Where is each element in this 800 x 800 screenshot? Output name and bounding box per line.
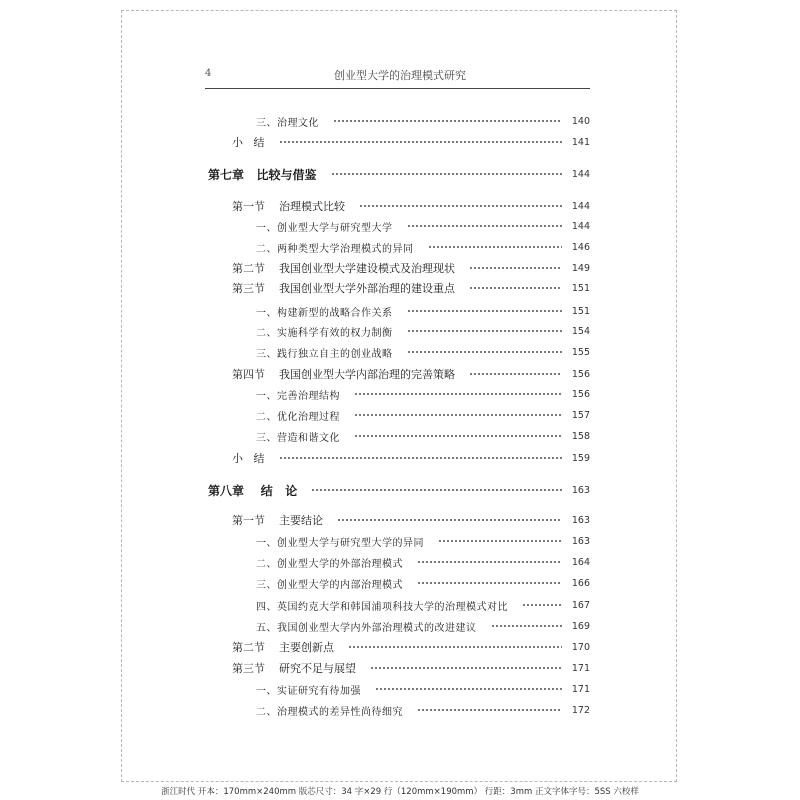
dot-leader (279, 457, 562, 459)
dot-leader (417, 582, 562, 584)
toc-entry-chapter (208, 165, 590, 183)
toc-page-number: 149 (571, 262, 590, 274)
toc-entry-label: 小 结 (232, 452, 265, 465)
toc-entry-label: 三、治理文化 (256, 117, 319, 129)
toc-entry-item (256, 680, 590, 698)
dot-leader (354, 393, 562, 395)
toc-entry-section (232, 259, 590, 277)
toc-entry-label: 二、优化治理过程 (256, 411, 340, 423)
toc-entry-item (256, 406, 590, 424)
toc-page-number: 164 (571, 556, 590, 568)
toc-page-number: 144 (571, 200, 590, 212)
dot-leader (279, 141, 562, 143)
dot-leader (469, 287, 562, 289)
toc-entry-item (256, 596, 590, 614)
toc-page-number: 146 (571, 241, 590, 253)
toc-page-number: 156 (571, 388, 590, 400)
toc-entry-label: 一、实证研究有待加强 (256, 685, 361, 697)
toc-entry-label: 第一节 主要结论 (232, 514, 323, 527)
toc-entry-section (232, 659, 590, 677)
toc-entry-section (232, 279, 590, 297)
toc-page-number: 163 (571, 535, 590, 547)
toc-entry-label: 一、完善治理结构 (256, 390, 340, 402)
dot-leader (354, 414, 562, 416)
dot-leader (522, 604, 562, 606)
toc-entry-label: 三、营造和谐文化 (256, 432, 340, 444)
toc-page-number: 140 (571, 115, 590, 127)
toc-entry-label: 小 结 (232, 136, 265, 149)
toc-entry-label: 二、治理模式的差异性尚待细究 (256, 706, 403, 718)
running-head-title: 创业型大学的治理模式研究 (334, 69, 466, 82)
toc-entry-item (256, 553, 590, 571)
toc-page-number: 163 (571, 514, 590, 526)
toc-entry-label: 二、实施科学有效的权力制衡 (256, 327, 393, 339)
dot-leader (407, 351, 562, 353)
toc-entry-item (256, 574, 590, 592)
dot-leader (375, 688, 562, 690)
toc-page-number: 170 (571, 641, 590, 653)
page-number: 4 (205, 68, 212, 79)
dot-leader (438, 540, 562, 542)
toc-entry-label: 二、创业型大学的外部治理模式 (256, 558, 403, 570)
toc-entry-label: 第八章 结 论 (208, 483, 298, 498)
toc-page-number: 167 (571, 599, 590, 611)
toc-entry-label: 第三节 研究不足与展望 (232, 662, 356, 675)
toc-page-number: 141 (571, 136, 590, 148)
dot-leader (417, 561, 562, 563)
dot-leader (469, 267, 562, 269)
toc-page-number: 171 (571, 683, 590, 695)
dot-leader (333, 120, 562, 122)
dot-leader (469, 373, 562, 375)
toc-page-number: 172 (571, 704, 590, 716)
toc-entry-item (256, 617, 590, 635)
toc-entry-item (256, 427, 590, 445)
dot-leader (348, 646, 562, 648)
toc-page-number: 157 (571, 409, 590, 421)
toc-entry-summary (232, 449, 590, 467)
toc-entry-item (256, 701, 590, 719)
toc-page-number: 158 (571, 430, 590, 442)
toc-entry-label: 第二节 我国创业型大学建设模式及治理现状 (232, 262, 455, 275)
toc-page-number: 144 (571, 168, 590, 180)
dot-leader (428, 246, 562, 248)
toc-entry-summary (232, 133, 590, 151)
dot-leader (407, 310, 562, 312)
dot-leader (337, 519, 562, 521)
dot-leader (417, 709, 562, 711)
dot-leader (370, 667, 562, 669)
toc-entry-label: 五、我国创业型大学内外部治理模式的改进建议 (256, 622, 477, 634)
dot-leader (331, 173, 562, 175)
toc-page-number: 159 (571, 452, 590, 464)
toc-page-number: 163 (571, 484, 590, 496)
toc-entry-label: 三、践行独立自主的创业战略 (256, 348, 393, 360)
toc-entry-section (232, 638, 590, 656)
print-spec-footer: 浙江时代 开本：170mm×240mm 版芯尺寸：34 字×29 行（120mm×190mm） 行距：3mm 正文字体字号：5SS 六校样 (161, 787, 639, 797)
toc-entry-chapter (208, 481, 590, 499)
toc-entry-section (232, 197, 590, 215)
dot-leader (407, 225, 562, 227)
toc-entry-item (256, 302, 590, 320)
toc-page-number: 171 (571, 662, 590, 674)
toc-entry-label: 四、英国约克大学和韩国浦项科技大学的治理模式对比 (256, 601, 508, 613)
toc-entry-label: 一、创业型大学与研究型大学 (256, 222, 393, 234)
toc-entry-section (232, 365, 590, 383)
toc-entry-label: 第一节 治理模式比较 (232, 200, 345, 213)
toc-page-number: 154 (571, 325, 590, 337)
toc-entry-item (256, 532, 590, 550)
toc-entry-item (256, 322, 590, 340)
toc-entry-item (256, 343, 590, 361)
dot-leader (354, 435, 562, 437)
toc-entry-item (256, 112, 590, 130)
toc-entry-section (232, 511, 590, 529)
toc-entry-label: 一、创业型大学与研究型大学的异同 (256, 537, 424, 549)
toc-entry-label: 第四节 我国创业型大学内部治理的完善策略 (232, 368, 455, 381)
toc-page-number: 155 (571, 346, 590, 358)
toc-entry-label: 第二节 主要创新点 (232, 641, 334, 654)
toc-entry-label: 第三节 我国创业型大学外部治理的建设重点 (232, 282, 455, 295)
dot-leader (491, 625, 562, 627)
toc-page-number: 156 (571, 368, 590, 380)
dot-leader (311, 489, 562, 491)
toc-entry-label: 一、构建新型的战略合作关系 (256, 307, 393, 319)
toc-page-number: 151 (571, 305, 590, 317)
header-rule (205, 88, 590, 89)
toc-entry-label: 二、两种类型大学治理模式的异同 (256, 243, 414, 255)
toc-page-number: 166 (571, 577, 590, 589)
toc-entry-label: 三、创业型大学的内部治理模式 (256, 579, 403, 591)
toc-page-number: 169 (571, 620, 590, 632)
toc-entry-item (256, 238, 590, 256)
toc-page-number: 151 (571, 282, 590, 294)
dot-leader (407, 330, 562, 332)
toc-entry-item (256, 385, 590, 403)
toc-entry-item (256, 217, 590, 235)
toc-page-number: 144 (571, 220, 590, 232)
dot-leader (359, 205, 562, 207)
toc-entry-label: 第七章 比较与借鉴 (208, 167, 317, 182)
